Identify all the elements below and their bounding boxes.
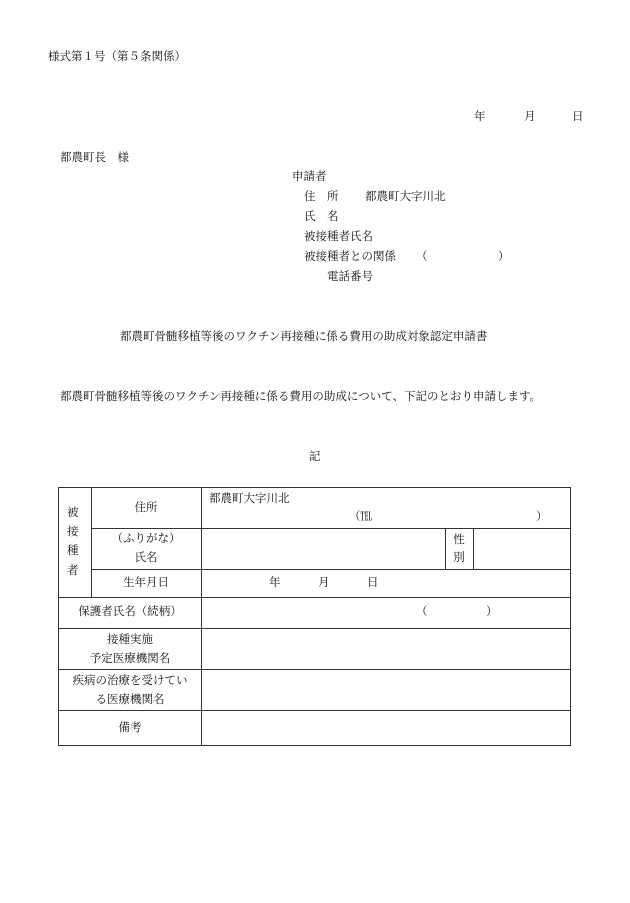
applicant-name-label: 氏 名: [304, 209, 339, 223]
patient-group-char: 種: [67, 543, 79, 557]
applicant-address-value: 都農町大字川北: [365, 189, 446, 203]
relation-label: 被接種者との関係: [304, 249, 396, 263]
row-line: [59, 710, 571, 711]
remarks-label: 備考: [118, 720, 142, 734]
patient-group-char: 接: [67, 524, 79, 538]
relation-open-paren: （: [416, 249, 428, 263]
patient-name-label: 被接種者氏名: [304, 229, 373, 243]
col-line: [201, 488, 202, 746]
birth-year: 年: [269, 575, 281, 589]
guardian-label: 保護者氏名（続柄）: [78, 604, 182, 618]
phone-label: 電話番号: [327, 269, 373, 283]
sex-label-1: 性: [453, 532, 465, 546]
tel-open: （℡: [349, 509, 372, 523]
birth-month: 月: [318, 575, 330, 589]
body-text: 都農町骨髄移植等後のワクチン再接種に係る費用の助成について、下記のとおり申請します。: [60, 389, 542, 403]
name-label: 氏名: [134, 550, 158, 564]
ki-label: 記: [309, 449, 321, 463]
patient-group-char: 被: [67, 505, 79, 519]
address-label: 住所: [134, 500, 158, 514]
treatment-label-1: 疾病の治療を受けてい: [72, 673, 188, 687]
document-title: 都農町骨髄移植等後のワクチン再接種に係る費用の助成対象認定申請書: [120, 329, 488, 343]
row-line: [91, 569, 571, 570]
row-line: [59, 669, 571, 670]
vaccination-label-1: 接種実施: [107, 632, 153, 646]
application-table: [58, 487, 571, 746]
guardian-open: （: [416, 604, 428, 618]
relation-close-paren: ）: [498, 249, 510, 263]
guardian-close: ）: [486, 604, 498, 618]
address-value: 都農町大字川北: [209, 491, 290, 505]
sex-label-2: 別: [453, 550, 465, 564]
date-day-label: 日: [572, 109, 584, 123]
birth-label: 生年月日: [123, 575, 169, 589]
date-month-label: 月: [524, 109, 536, 123]
tel-close: ）: [536, 509, 548, 523]
birth-day: 日: [367, 575, 379, 589]
addressee: 都農町長 様: [60, 150, 129, 164]
applicant-address-label: 住 所: [304, 189, 339, 203]
row-line: [91, 528, 571, 529]
furigana-label: （ふりがな）: [111, 531, 181, 545]
vaccination-label-2: 予定医療機関名: [89, 651, 171, 665]
col-line: [473, 528, 474, 569]
row-line: [59, 597, 571, 598]
date-year-label: 年: [474, 109, 486, 123]
applicant-heading: 申請者: [292, 169, 327, 183]
form-number: 様式第１号（第５条関係）: [48, 49, 186, 63]
treatment-label-2: る医療機関名: [95, 692, 165, 706]
patient-group-char: 者: [67, 563, 79, 577]
row-line: [59, 628, 571, 629]
